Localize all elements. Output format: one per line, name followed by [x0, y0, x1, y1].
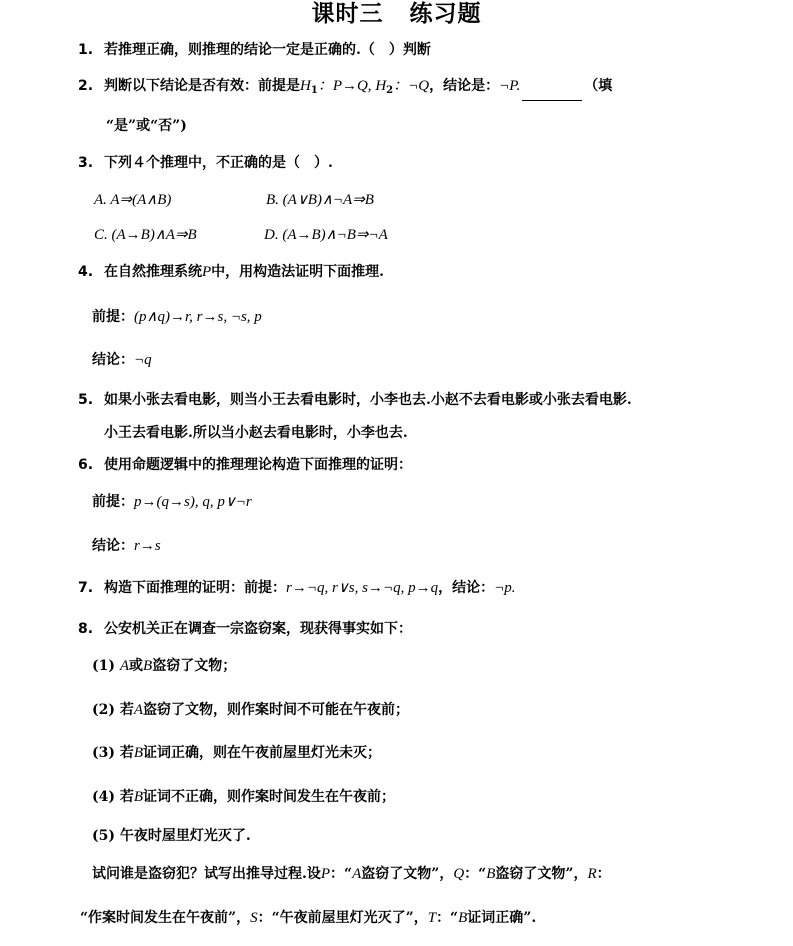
question-text-line2: “是”或“否”): [106, 118, 187, 134]
question-text: 若推理正确，则推理的结论一定是正确的.（ ）判断: [104, 42, 431, 58]
question-text-post: （填: [584, 78, 613, 94]
fact-text: 证词不正确，则作案时间发生在午夜前；: [143, 789, 396, 805]
answer-blank: [522, 86, 582, 101]
math-h1: H: [300, 78, 311, 94]
var-b: B: [486, 866, 496, 882]
def-punct: ：: [596, 866, 611, 882]
option-b: B. (A∨B)∧¬A⇒B: [266, 192, 374, 208]
var-p: P: [320, 866, 331, 882]
premise-label: 前提：: [92, 494, 134, 510]
conclusion-formula: r→s: [134, 538, 161, 554]
math-system: P: [202, 264, 212, 280]
premise-formula: p→(q→s), q, p∨¬r: [134, 494, 252, 510]
page-title: [0, 0, 793, 28]
math-conclusion: ¬P.: [499, 78, 521, 94]
math-h1-sub: 1: [310, 85, 318, 96]
def-punct: ：“: [436, 910, 459, 926]
premise-label: 前提：: [92, 309, 134, 325]
title-part2: 练习题: [409, 1, 482, 27]
question-number: 7.: [78, 580, 94, 596]
def-text: “作案时间发生在午夜前”，: [80, 910, 251, 926]
ask-text: 试问谁是盗窃犯？试写出推导过程.设: [92, 866, 321, 882]
fact-label: (3) 若: [92, 745, 134, 761]
question-number: 3.: [78, 155, 94, 171]
question-text: 构造下面推理的证明：前提：: [104, 580, 286, 596]
fact-label: (4) 若: [92, 789, 134, 805]
math-h2: H: [375, 78, 387, 94]
question-number: 1.: [78, 42, 94, 58]
def-text: 盗窃了文物”，: [495, 866, 588, 882]
question-number: 6.: [78, 457, 94, 473]
option-a: A. A⇒(A∧B): [94, 192, 172, 208]
var-a: A: [133, 702, 144, 718]
conclusion-label: 结论：: [92, 538, 134, 554]
question-number: 5.: [78, 392, 94, 408]
option-c: C. (A→B)∧A⇒B: [94, 227, 197, 243]
fact-text: 证词正确，则在午夜前屋里灯光未灭；: [143, 745, 382, 761]
fact-text: (5) 午夜时屋里灯光灭了.: [92, 828, 251, 844]
var-b: B: [143, 658, 153, 674]
question-text: 判断以下结论是否有效：前提是: [104, 78, 300, 94]
question-text-mid: ，结论：: [438, 580, 495, 596]
question-text: 在自然推理系统: [104, 264, 202, 280]
var-a: A: [352, 866, 362, 882]
premise-formula: (p∧q)→r, r→s, ¬s, p: [134, 309, 262, 325]
fact-label: (1): [92, 658, 120, 674]
var-q: Q: [453, 866, 465, 882]
question-number: 2.: [78, 78, 94, 94]
premise-formula: r→¬q, r∨s, s→¬q, p→q: [286, 580, 439, 596]
var-r: R: [587, 866, 597, 882]
option-d: D. (A→B)∧¬B⇒¬A: [264, 227, 388, 243]
var-s: S: [250, 910, 258, 926]
var-b: B: [133, 789, 144, 805]
math-premise-1: ：P→Q,: [317, 78, 376, 94]
question-text-mid: ，结论是：: [429, 78, 500, 94]
def-punct: ：“: [464, 866, 487, 882]
def-text: ：“午夜前屋里灯光灭了”，: [257, 910, 428, 926]
conclusion-label: 结论：: [92, 352, 134, 368]
var-b: B: [458, 910, 468, 926]
var-t: T: [427, 910, 437, 926]
def-punct: ：“: [330, 866, 353, 882]
def-text: 证词正确”.: [467, 910, 537, 926]
question-text-post: 中，用构造法证明下面推理.: [211, 264, 385, 280]
def-text: 盗窃了文物”，: [361, 866, 454, 882]
var-a: A: [119, 658, 130, 674]
conclusion-formula: ¬p.: [494, 580, 516, 596]
question-text: 下列４个推理中，不正确的是（ ）.: [104, 155, 333, 171]
fact-text: 或: [129, 658, 144, 674]
math-premise-2: ：¬Q: [393, 78, 430, 94]
question-text: 如果小张去看电影，则当小王去看电影时，小李也去.小赵不去看电影或小张去看电影.: [104, 392, 632, 408]
conclusion-formula: ¬q: [134, 352, 152, 368]
math-h2-sub: 2: [386, 85, 394, 96]
var-b: B: [133, 745, 144, 761]
title-part1: 课时三: [311, 1, 384, 27]
question-text-line2: 小王去看电影.所以当小赵去看电影时，小李也去.: [104, 425, 408, 441]
question-text: 公安机关正在调查一宗盗窃案，现获得事实如下：: [104, 621, 412, 637]
fact-label: (2) 若: [92, 702, 134, 718]
fact-text: 盗窃了文物；: [152, 658, 237, 674]
question-number: 4.: [78, 264, 94, 280]
question-text: 使用命题逻辑中的推理理论构造下面推理的证明：: [104, 457, 412, 473]
question-number: 8.: [78, 621, 94, 637]
fact-text: 盗窃了文物，则作案时间不可能在午夜前；: [143, 702, 410, 718]
